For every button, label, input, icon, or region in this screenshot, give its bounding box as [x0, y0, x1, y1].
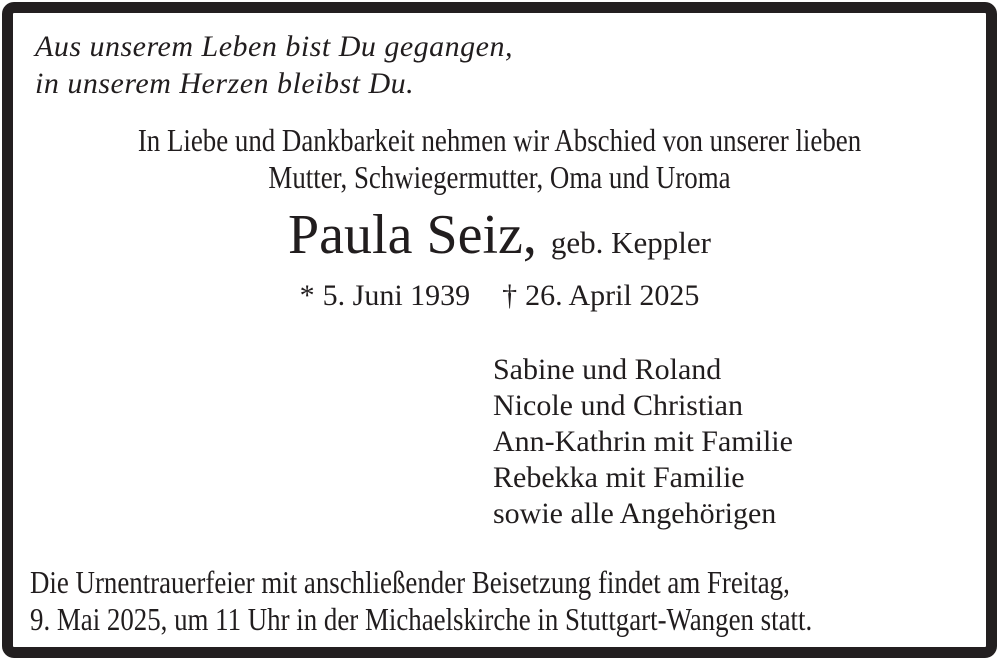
- life-dates: [13, 278, 986, 314]
- mourner-item: sowie alle Angehörigen: [493, 497, 777, 530]
- mourner-item: Ann-Kathrin mit Familie: [493, 425, 793, 458]
- death-date: 26. April 2025: [525, 279, 700, 312]
- epigraph-line-1: Aus unserem Leben bist Du gegangen,: [35, 30, 513, 63]
- mourner-item: Nicole und Christian: [493, 389, 743, 422]
- mourner-item: Rebekka mit Familie: [493, 461, 745, 494]
- funeral-line-1: Die Urnentrauerfeier mit anschließender Beisetzung findet am Freitag,: [30, 564, 790, 600]
- deceased-name: Paula Seiz,: [288, 204, 537, 266]
- mourner-item: Sabine und Roland: [493, 353, 722, 386]
- obituary-card: [2, 2, 997, 658]
- epigraph: [35, 28, 986, 102]
- epigraph-line-2: in unserem Herzen bleibst Du.: [35, 67, 415, 100]
- mourners-list: [493, 352, 986, 532]
- death-cross-symbol: †: [502, 279, 518, 312]
- intro-line-2: Mutter, Schwiegermutter, Oma und Uroma: [268, 159, 731, 195]
- maiden-name: geb. Keppler: [550, 225, 711, 260]
- birth-star-symbol: *: [299, 279, 315, 312]
- intro-line-1: In Liebe und Dankbarkeit nehmen wir Abschied von unserer lieben: [137, 122, 862, 158]
- intro-text: [91, 122, 908, 196]
- funeral-announcement: [30, 564, 833, 638]
- deceased-name-line: [13, 204, 986, 266]
- birth-date: 5. Juni 1939: [322, 279, 471, 312]
- funeral-line-2: 9. Mai 2025, um 11 Uhr in der Michaelskirche in Stuttgart-Wangen statt.: [30, 601, 813, 637]
